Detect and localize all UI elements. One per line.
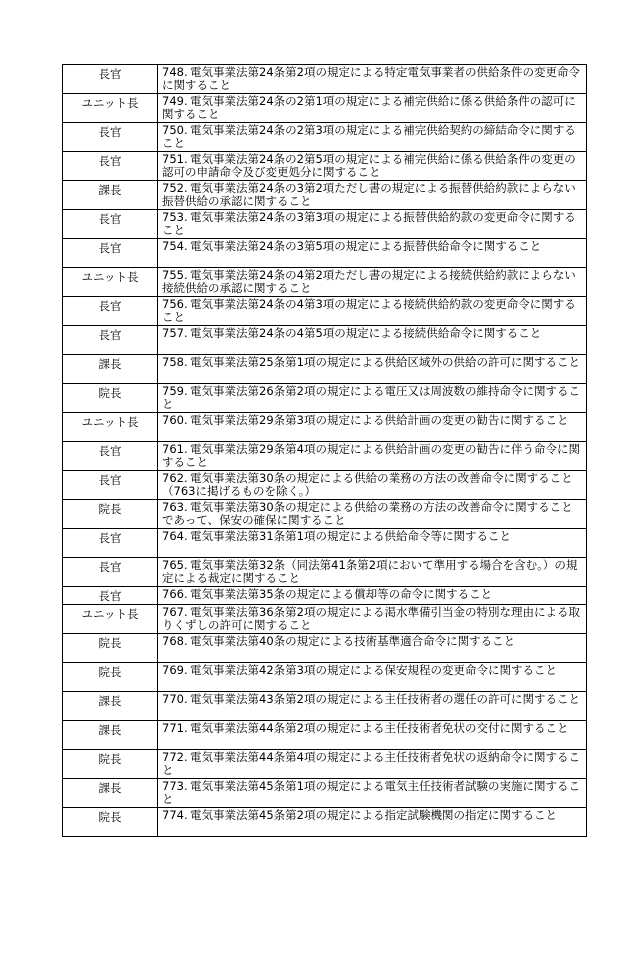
authority-cell: 長官: [63, 326, 158, 355]
item-number: 769.: [162, 663, 188, 677]
item-cell: [158, 181, 587, 210]
authority-cell: ユニット長: [63, 94, 158, 123]
item-description: 電気事業法第25条第1項の規定による供給区域外の供給の許可に関すること: [190, 355, 580, 369]
item-description: 電気事業法第24条の2第1項の規定による補完供給に係る供給条件の認可に関すること: [162, 94, 576, 121]
table-row: [63, 663, 587, 692]
item-cell: [158, 384, 587, 413]
table-row: [63, 94, 587, 123]
authority-cell: 課長: [63, 779, 158, 808]
table-row: [63, 692, 587, 721]
table-row: [63, 750, 587, 779]
item-number: 751.: [162, 152, 188, 166]
item-description: 電気事業法第24条の2第5項の規定による補完供給に係る供給条件の変更の認可の申請命令及び変更処分に関すること: [162, 152, 576, 179]
authority-cell: ユニット長: [63, 605, 158, 634]
item-number: 763.: [162, 500, 188, 514]
table-row: [63, 268, 587, 297]
item-number: 759.: [162, 384, 188, 398]
authority-cell: 課長: [63, 355, 158, 384]
item-number: 764.: [162, 529, 188, 543]
table-row: [63, 65, 587, 94]
item-description: 電気事業法第45条第2項の規定による指定試験機関の指定に関すること: [190, 808, 557, 822]
item-number: 761.: [162, 442, 188, 456]
item-description: 電気事業法第31条第1項の規定による供給命令等に関すること: [190, 529, 511, 543]
item-number: 774.: [162, 808, 188, 822]
item-description: 電気事業法第24条の3第3項の規定による振替供給約款の変更命令に関すること: [162, 210, 576, 237]
authority-cell: 課長: [63, 692, 158, 721]
item-description: 電気事業法第30条の規定による供給の業務の方法の改善命令に関することであって、保安の確保に関すること: [162, 500, 573, 527]
item-number: 760.: [162, 413, 188, 427]
item-number: 756.: [162, 297, 188, 311]
authority-table: [62, 64, 587, 837]
item-description: 電気事業法第24条の4第5項の規定による接続供給命令に関すること: [190, 326, 542, 340]
table-row: [63, 605, 587, 634]
item-cell: [158, 355, 587, 384]
table-row: [63, 587, 587, 605]
item-description: 電気事業法第24条の2第3項の規定による補完供給契約の締結命令に関すること: [162, 123, 576, 150]
item-cell: [158, 413, 587, 442]
authority-cell: 院長: [63, 663, 158, 692]
table-row: [63, 355, 587, 384]
authority-cell: 課長: [63, 181, 158, 210]
item-cell: [158, 605, 587, 634]
authority-cell: 長官: [63, 65, 158, 94]
item-number: 766.: [162, 587, 188, 601]
item-description: 電気事業法第44条第4項の規定による主任技術者免状の返納命令に関すること: [162, 750, 580, 777]
table-row: [63, 442, 587, 471]
authority-cell: 長官: [63, 442, 158, 471]
item-description: 電気事業法第29条第4項の規定による供給計画の変更の勧告に伴う命令に関すること: [162, 442, 580, 469]
item-number: 773.: [162, 779, 188, 793]
authority-cell: 長官: [63, 210, 158, 239]
item-number: 765.: [162, 558, 188, 572]
item-cell: [158, 721, 587, 750]
item-cell: [158, 500, 587, 529]
table-row: [63, 779, 587, 808]
item-cell: [158, 779, 587, 808]
item-cell: [158, 297, 587, 326]
table-row: [63, 384, 587, 413]
item-cell: [158, 558, 587, 587]
authority-cell: ユニット長: [63, 413, 158, 442]
item-cell: [158, 123, 587, 152]
item-cell: [158, 94, 587, 123]
item-number: 754.: [162, 239, 188, 253]
table-row: [63, 471, 587, 500]
item-description: 電気事業法第43条第2項の規定による主任技術者の選任の許可に関すること: [190, 692, 580, 706]
item-description: 電気事業法第35条の規定による償却等の命令に関すること: [190, 587, 493, 601]
item-description: 電気事業法第36条第2項の規定による渇水準備引当金の特別な理由による取りくずしの許可に関すること: [162, 605, 580, 632]
authority-cell: 院長: [63, 808, 158, 837]
item-number: 772.: [162, 750, 188, 764]
authority-cell: 院長: [63, 634, 158, 663]
item-cell: [158, 808, 587, 837]
authority-cell: 長官: [63, 123, 158, 152]
authority-cell: 院長: [63, 384, 158, 413]
item-description: 電気事業法第26条第2項の規定による電圧又は周波数の維持命令に関すること: [162, 384, 580, 411]
item-number: 758.: [162, 355, 188, 369]
table-row: [63, 326, 587, 355]
authority-cell: ユニット長: [63, 268, 158, 297]
table-row: [63, 210, 587, 239]
item-cell: [158, 152, 587, 181]
table-row: [63, 529, 587, 558]
item-number: 750.: [162, 123, 188, 137]
table-row: [63, 297, 587, 326]
table-row: [63, 123, 587, 152]
item-number: 768.: [162, 634, 188, 648]
item-number: 771.: [162, 721, 188, 735]
authority-cell: 院長: [63, 750, 158, 779]
item-description: 電気事業法第29条第3項の規定による供給計画の変更の勧告に関すること: [190, 413, 569, 427]
item-cell: [158, 471, 587, 500]
table-row: [63, 239, 587, 268]
item-cell: [158, 65, 587, 94]
item-number: 770.: [162, 692, 188, 706]
authority-cell: 院長: [63, 500, 158, 529]
table-row: [63, 413, 587, 442]
item-number: 755.: [162, 268, 188, 282]
item-number: 767.: [162, 605, 188, 619]
item-description: 電気事業法第24条の3第5項の規定による振替供給命令に関すること: [190, 239, 542, 253]
item-description: 電気事業法第42条第3項の規定による保安規程の変更命令に関すること: [190, 663, 557, 677]
table-row: [63, 808, 587, 837]
item-cell: [158, 210, 587, 239]
item-description: 電気事業法第44条第2項の規定による主任技術者免状の交付に関すること: [190, 721, 569, 735]
authority-cell: 長官: [63, 558, 158, 587]
item-cell: [158, 692, 587, 721]
item-description: 電気事業法第24条の3第2項ただし書の規定による振替供給約款によらない振替供給の承認に関すること: [162, 181, 576, 208]
item-number: 749.: [162, 94, 188, 108]
authority-cell: 長官: [63, 471, 158, 500]
authority-cell: 課長: [63, 721, 158, 750]
table-row: [63, 500, 587, 529]
table-row: [63, 152, 587, 181]
item-description: 電気事業法第24条の4第3項の規定による接続供給約款の変更命令に関すること: [162, 297, 576, 324]
authority-cell: 長官: [63, 297, 158, 326]
item-cell: [158, 442, 587, 471]
item-cell: [158, 587, 587, 605]
item-number: 762.: [162, 471, 188, 485]
item-description: 電気事業法第24条の4第2項ただし書の規定による接続供給約款によらない接続供給の承認に関すること: [162, 268, 576, 295]
table-row: [63, 181, 587, 210]
authority-cell: 長官: [63, 529, 158, 558]
item-cell: [158, 529, 587, 558]
authority-cell: 長官: [63, 587, 158, 605]
item-number: 752.: [162, 181, 188, 195]
table-row: [63, 634, 587, 663]
table-row: [63, 721, 587, 750]
item-cell: [158, 326, 587, 355]
authority-cell: 長官: [63, 152, 158, 181]
item-number: 757.: [162, 326, 188, 340]
authority-cell: 長官: [63, 239, 158, 268]
item-cell: [158, 268, 587, 297]
item-cell: [158, 239, 587, 268]
item-description: 電気事業法第24条第2項の規定による特定電気事業者の供給条件の変更命令に関すること: [162, 65, 580, 92]
item-number: 753.: [162, 210, 188, 224]
item-description: 電気事業法第45条第1項の規定による電気主任技術者試験の実施に関すること: [162, 779, 580, 806]
item-cell: [158, 663, 587, 692]
item-description: 電気事業法第32条（同法第41条第2項において準用する場合を含む。）の規定による裁定に関すること: [162, 558, 578, 585]
item-description: 電気事業法第30条の規定による供給の業務の方法の改善命令に関すること（763に掲げるものを除く。）: [162, 471, 573, 498]
item-number: 748.: [162, 65, 188, 79]
item-cell: [158, 750, 587, 779]
item-cell: [158, 634, 587, 663]
table-row: [63, 558, 587, 587]
item-description: 電気事業法第40条の規定による技術基準適合命令に関すること: [190, 634, 516, 648]
